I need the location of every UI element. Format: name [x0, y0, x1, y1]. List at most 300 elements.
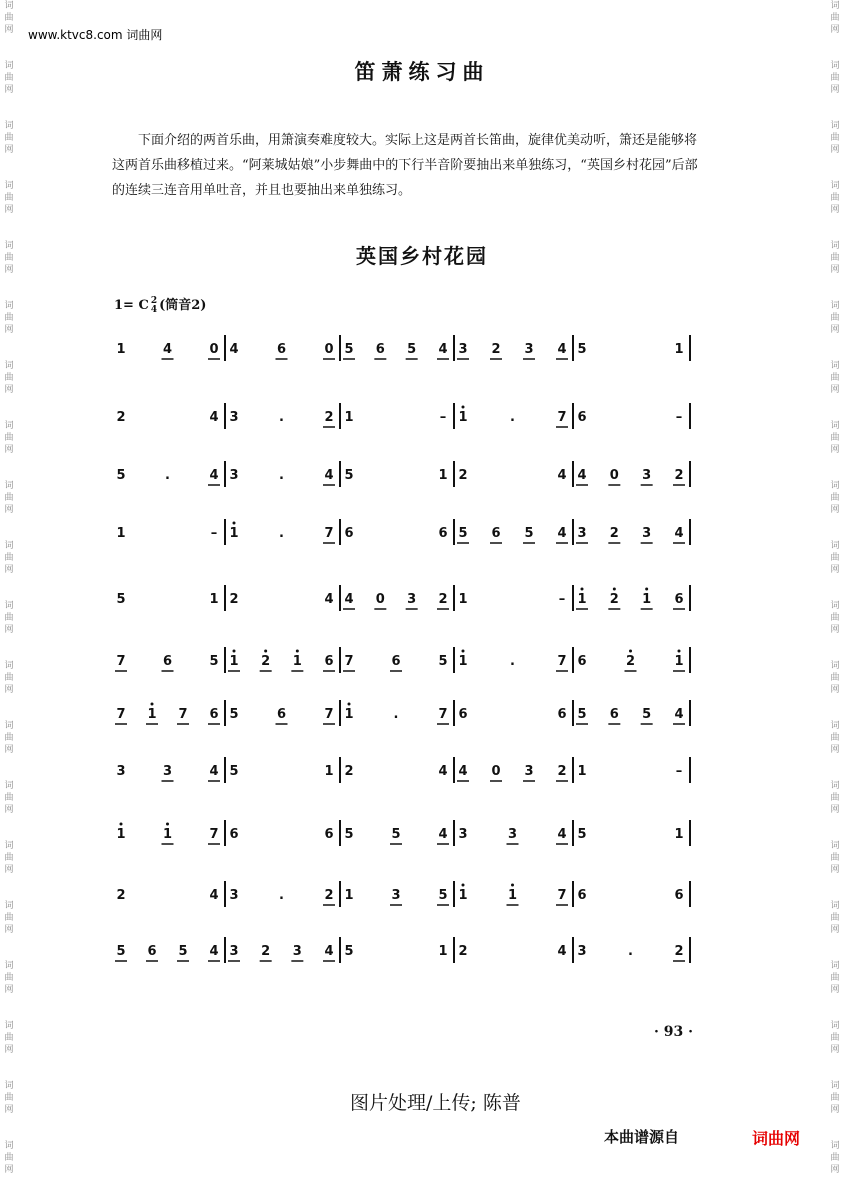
note: 2: [261, 654, 271, 669]
high-octave-dot: [348, 703, 351, 706]
note: 7: [438, 707, 448, 722]
note: .: [510, 654, 515, 669]
note: 5: [458, 526, 468, 541]
watermark-char: 曲: [830, 1033, 840, 1043]
note: 1: [438, 944, 448, 959]
watermark-char: 网: [830, 985, 840, 995]
watermark-char: 曲: [4, 1093, 14, 1103]
note: 3: [458, 827, 468, 842]
watermark-char: 曲: [830, 313, 840, 323]
watermark-char: 网: [830, 505, 840, 515]
note: 4: [557, 827, 567, 842]
note: 4: [324, 592, 334, 607]
watermark-char: 曲: [830, 373, 840, 383]
note: 5: [577, 827, 587, 842]
note: 1: [458, 410, 468, 425]
note: 6: [391, 654, 401, 669]
note: 4: [557, 526, 567, 541]
watermark-char: 网: [4, 25, 14, 35]
note: 5: [116, 944, 126, 959]
high-octave-dot: [233, 650, 236, 653]
note: 7: [116, 654, 126, 669]
watermark-char: 网: [4, 325, 14, 335]
watermark-char: 曲: [830, 973, 840, 983]
watermark-char: 词: [830, 361, 840, 371]
note: 1: [116, 342, 126, 357]
watermark-char: 网: [4, 565, 14, 575]
watermark-char: 词: [830, 901, 840, 911]
watermark-char: 词: [4, 241, 14, 251]
high-octave-dot: [613, 588, 616, 591]
note: 2: [116, 410, 126, 425]
note: 2: [674, 468, 684, 483]
note: –: [558, 592, 566, 607]
watermark-char: 词: [830, 1, 840, 11]
note: 3: [229, 468, 239, 483]
note: –: [210, 526, 218, 541]
watermark-char: 曲: [4, 1033, 14, 1043]
watermark-char: 曲: [4, 313, 14, 323]
watermark-char: 曲: [4, 673, 14, 683]
watermark-char: 曲: [830, 913, 840, 923]
watermark-char: 网: [4, 805, 14, 815]
watermark-char: 曲: [830, 793, 840, 803]
note: 4: [438, 342, 448, 357]
watermark-char: 曲: [830, 433, 840, 443]
note: 4: [557, 342, 567, 357]
watermark-char: 词: [4, 1141, 14, 1151]
watermark-char: 词: [830, 841, 840, 851]
note: 5: [116, 592, 126, 607]
note: .: [279, 468, 284, 483]
watermark-char: 网: [4, 685, 14, 695]
note: 1: [674, 342, 684, 357]
key-note: (筒音2): [159, 298, 207, 313]
high-octave-dot: [233, 522, 236, 525]
note: 4: [557, 944, 567, 959]
note: 3: [229, 944, 239, 959]
note: 1: [674, 827, 684, 842]
watermark-char: 网: [830, 205, 840, 215]
watermark-char: 网: [4, 745, 14, 755]
note: 7: [557, 654, 567, 669]
note: 2: [458, 468, 468, 483]
note: –: [439, 410, 447, 425]
note: 6: [324, 654, 334, 669]
note: 4: [674, 707, 684, 722]
watermark-char: 曲: [4, 193, 14, 203]
watermark-char: 网: [4, 1045, 14, 1055]
note: .: [628, 944, 633, 959]
note: 1: [229, 654, 239, 669]
watermark-char: 词: [830, 61, 840, 71]
watermark-char: 曲: [830, 553, 840, 563]
watermark-char: 网: [830, 325, 840, 335]
note: 4: [229, 342, 239, 357]
note: 6: [375, 342, 385, 357]
watermark-char: 曲: [830, 853, 840, 863]
note: 2: [116, 888, 126, 903]
watermark-char: 网: [4, 145, 14, 155]
watermark-char: 词: [4, 1021, 14, 1031]
watermark-char: 词: [4, 481, 14, 491]
note: 6: [491, 526, 501, 541]
watermark-char: 网: [4, 385, 14, 395]
watermark-char: 网: [830, 685, 840, 695]
watermark-char: 词: [830, 121, 840, 131]
watermark-char: 网: [4, 85, 14, 95]
note: 6: [276, 342, 287, 357]
note: 1: [344, 888, 354, 903]
high-octave-dot: [264, 650, 267, 653]
watermark-char: 网: [4, 1105, 14, 1115]
note: 4: [209, 468, 219, 483]
note: 5: [577, 707, 587, 722]
watermark-char: 网: [830, 625, 840, 635]
watermark-char: 曲: [830, 1093, 840, 1103]
watermark-char: 网: [830, 265, 840, 275]
note: 2: [557, 764, 567, 779]
note: 7: [209, 827, 219, 842]
watermark-char: 词: [4, 181, 14, 191]
note: 5: [438, 654, 448, 669]
high-octave-dot: [166, 823, 169, 826]
note: 4: [438, 827, 448, 842]
watermark-char: 词: [4, 721, 14, 731]
watermark-char: 曲: [830, 493, 840, 503]
note: 4: [209, 888, 219, 903]
note: 3: [577, 944, 587, 959]
watermark-char: 网: [4, 1165, 14, 1175]
note: 2: [458, 944, 468, 959]
note: .: [165, 468, 170, 483]
high-octave-dot: [581, 588, 584, 591]
note: 2: [229, 592, 239, 607]
watermark-char: 曲: [830, 673, 840, 683]
note: 5: [229, 764, 239, 779]
note: 5: [178, 944, 188, 959]
watermark-char: 网: [830, 25, 840, 35]
note: 2: [491, 342, 501, 357]
note: 6: [276, 707, 287, 722]
note: 1: [116, 827, 126, 842]
watermark-char: 词: [4, 1, 14, 11]
watermark-char: 曲: [4, 973, 14, 983]
upload-credit: 图片处理/上传; 陈普: [350, 1092, 521, 1114]
note: 4: [557, 468, 567, 483]
watermark-char: 网: [830, 1165, 840, 1175]
note: 1: [458, 592, 468, 607]
note: 3: [642, 468, 652, 483]
note: 4: [438, 764, 448, 779]
note: 6: [229, 827, 239, 842]
watermark-char: 曲: [4, 1153, 14, 1163]
note: 5: [577, 342, 587, 357]
watermark-char: 词: [830, 601, 840, 611]
page-title: 笛萧练习曲: [354, 59, 490, 84]
note: 2: [344, 764, 354, 779]
note: 1: [209, 592, 219, 607]
note: .: [279, 526, 284, 541]
note: 1: [438, 468, 448, 483]
note: 3: [524, 764, 534, 779]
note: 2: [261, 944, 271, 959]
note: 5: [344, 827, 354, 842]
note: 6: [674, 592, 684, 607]
high-octave-dot: [645, 588, 648, 591]
watermark-char: 曲: [830, 613, 840, 623]
watermark-char: 网: [4, 265, 14, 275]
note: 4: [324, 944, 334, 959]
note: 4: [577, 468, 587, 483]
watermark-char: 词: [830, 961, 840, 971]
note: 1: [324, 764, 334, 779]
watermark-char: 词: [830, 421, 840, 431]
note: 4: [674, 526, 684, 541]
time-denominator: 4: [150, 304, 158, 315]
page-number: · 93 ·: [654, 1024, 693, 1040]
note: 1: [344, 410, 354, 425]
watermark-char: 网: [830, 445, 840, 455]
note: 6: [609, 707, 619, 722]
note: 2: [609, 592, 619, 607]
note: 6: [162, 654, 173, 669]
high-octave-dot: [678, 650, 681, 653]
watermark-char: 曲: [4, 913, 14, 923]
watermark-char: 曲: [4, 73, 14, 83]
high-octave-dot: [151, 703, 154, 706]
watermark-char: 词: [4, 1081, 14, 1091]
note: 6: [557, 707, 567, 722]
watermark-char: 网: [830, 85, 840, 95]
note: 5: [344, 944, 354, 959]
note: 7: [344, 654, 354, 669]
high-octave-dot: [511, 884, 514, 887]
note: 5: [344, 342, 354, 357]
note: 1: [458, 888, 468, 903]
note: 1: [577, 764, 587, 779]
high-octave-dot: [462, 650, 465, 653]
note: .: [510, 410, 515, 425]
note: 6: [674, 888, 684, 903]
watermark-char: 词: [830, 1081, 840, 1091]
note: 3: [229, 410, 239, 425]
note: –: [675, 764, 683, 779]
note: 7: [557, 410, 567, 425]
watermark-char: 曲: [4, 613, 14, 623]
site-url: www.ktvc8.com 词曲网: [28, 28, 163, 42]
note: .: [279, 410, 284, 425]
note: 3: [162, 764, 173, 779]
note: 1: [458, 654, 468, 669]
watermark-char: 曲: [830, 73, 840, 83]
note: 0: [209, 342, 219, 357]
note: 3: [577, 526, 587, 541]
high-octave-dot: [462, 884, 465, 887]
watermark-char: 曲: [830, 133, 840, 143]
note: 4: [344, 592, 354, 607]
watermark-char: 网: [4, 925, 14, 935]
intro-text: 下面介绍的两首乐曲，用箫演奏难度较大。实际上这是两首长笛曲，旋律优美动听，箫还是能够将这两首乐曲移植过来。“阿莱城姑娘”小步舞曲中的下行半音阶要抽出来单独练习，“英国乡村花园”后部的连续三连音用单吐音，并且也要抽出来单独练习。: [112, 133, 698, 198]
note: 2: [625, 654, 636, 669]
watermark-char: 词: [830, 721, 840, 731]
note: 3: [407, 592, 417, 607]
note: 5: [116, 468, 126, 483]
watermark-char: 曲: [830, 733, 840, 743]
watermark-char: 词: [830, 301, 840, 311]
note: 1: [147, 707, 157, 722]
watermark-char: 词: [4, 121, 14, 131]
note: 6: [147, 944, 157, 959]
note: 1: [642, 592, 652, 607]
note: –: [675, 410, 683, 425]
watermark-char: 词: [4, 421, 14, 431]
note: 6: [324, 827, 334, 842]
watermark-char: 网: [830, 385, 840, 395]
watermark-char: 网: [4, 445, 14, 455]
watermark-char: 词: [830, 181, 840, 191]
note: 7: [324, 707, 334, 722]
note: 6: [344, 526, 354, 541]
watermark-char: 网: [4, 205, 14, 215]
watermark-char: 词: [830, 1141, 840, 1151]
high-octave-dot: [629, 650, 632, 653]
watermark-char: 网: [830, 565, 840, 575]
note: 0: [491, 764, 501, 779]
note: 3: [507, 827, 518, 842]
watermark-char: 曲: [4, 133, 14, 143]
note: 0: [375, 592, 385, 607]
note: 4: [162, 342, 173, 357]
watermark-char: 词: [830, 661, 840, 671]
note: 5: [438, 888, 448, 903]
watermark-char: 曲: [4, 553, 14, 563]
note: 1: [229, 526, 239, 541]
note: 2: [324, 410, 334, 425]
watermark-char: 词: [4, 61, 14, 71]
note: 5: [391, 827, 401, 842]
watermark-char: 网: [4, 865, 14, 875]
note: 4: [209, 944, 219, 959]
note: 3: [458, 342, 468, 357]
watermark-char: 曲: [4, 253, 14, 263]
note: 2: [609, 526, 619, 541]
watermark-char: 网: [830, 1105, 840, 1115]
watermark-char: 曲: [830, 253, 840, 263]
note: .: [279, 888, 284, 903]
watermark-char: 曲: [4, 793, 14, 803]
watermark-char: 曲: [4, 733, 14, 743]
watermark-char: 曲: [4, 853, 14, 863]
note: 3: [642, 526, 652, 541]
note: 3: [292, 944, 302, 959]
watermark-char: 网: [830, 805, 840, 815]
note: 5: [229, 707, 239, 722]
source-label: 本曲谱源自: [604, 1128, 680, 1146]
watermark-char: 曲: [830, 193, 840, 203]
watermark-char: 网: [830, 865, 840, 875]
note: 6: [438, 526, 448, 541]
watermark-char: 网: [4, 985, 14, 995]
watermark-char: 网: [4, 625, 14, 635]
note: 4: [209, 410, 219, 425]
note: 5: [642, 707, 652, 722]
watermark-char: 词: [4, 601, 14, 611]
watermark-char: 词: [4, 361, 14, 371]
watermark-char: 曲: [830, 1153, 840, 1163]
watermark-char: 词: [830, 781, 840, 791]
key-prefix: 1= C: [114, 298, 149, 313]
time-numerator: 2: [150, 295, 158, 306]
note: 5: [407, 342, 417, 357]
note: 3: [229, 888, 239, 903]
note: 6: [577, 654, 587, 669]
note: 6: [577, 410, 587, 425]
watermark-char: 词: [4, 301, 14, 311]
watermark-char: 词: [830, 481, 840, 491]
note: 5: [524, 526, 534, 541]
note: 4: [209, 764, 219, 779]
high-octave-dot: [462, 406, 465, 409]
note: 1: [577, 592, 587, 607]
note: 6: [458, 707, 468, 722]
note: 1: [162, 827, 173, 842]
note: 7: [557, 888, 567, 903]
watermark-char: 曲: [4, 493, 14, 503]
watermark-char: 网: [830, 1045, 840, 1055]
watermark-char: 词: [4, 961, 14, 971]
high-octave-dot: [120, 823, 123, 826]
note: 6: [209, 707, 219, 722]
note: 7: [324, 526, 334, 541]
watermark-char: 词: [830, 241, 840, 251]
note: .: [393, 707, 399, 722]
watermark-char: 词: [4, 781, 14, 791]
note: 4: [458, 764, 468, 779]
note: 2: [674, 944, 684, 959]
note: 1: [674, 654, 684, 669]
note: 3: [524, 342, 534, 357]
watermark-char: 曲: [830, 13, 840, 23]
watermark-char: 曲: [4, 13, 14, 23]
note: 2: [438, 592, 448, 607]
watermark-char: 词: [830, 1021, 840, 1031]
watermark-char: 词: [4, 841, 14, 851]
note: 4: [324, 468, 334, 483]
note: 1: [292, 654, 302, 669]
note: 0: [324, 342, 334, 357]
high-octave-dot: [296, 650, 299, 653]
watermark-char: 网: [4, 505, 14, 515]
watermark-char: 词: [4, 661, 14, 671]
watermark-char: 网: [830, 145, 840, 155]
watermark-char: 曲: [4, 433, 14, 443]
note: 1: [507, 888, 518, 903]
watermark-char: 网: [830, 745, 840, 755]
watermark-char: 词: [4, 541, 14, 551]
note: 7: [178, 707, 188, 722]
note: 1: [344, 707, 354, 722]
watermark-char: 曲: [4, 373, 14, 383]
brand-logo: 词曲网: [752, 1129, 801, 1148]
note: 7: [116, 707, 126, 722]
watermark-char: 词: [830, 541, 840, 551]
note: 3: [116, 764, 126, 779]
note: 1: [116, 526, 126, 541]
note: 0: [609, 468, 619, 483]
note: 5: [209, 654, 219, 669]
note: 5: [344, 468, 354, 483]
